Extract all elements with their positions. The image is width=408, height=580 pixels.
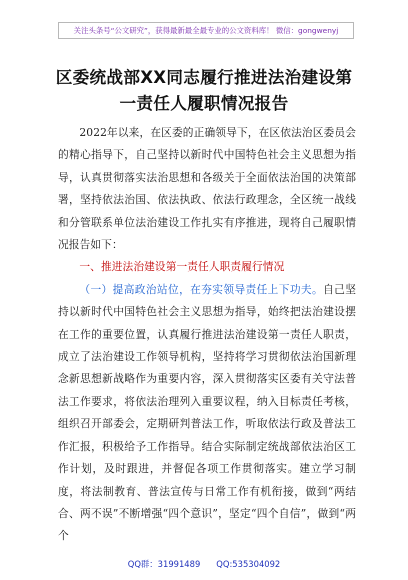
section-heading-1: 一、推进法治建设第一责任人职责履行情况 [79,260,285,274]
promo-banner: 关注头条号“公文研究”，获得最新最全最专业的公文资料库！ 微信：gongwenyj [58,22,354,39]
intro-paragraph: 2022年以来，在区委的正确领导下，在区依法治区委员会的精心指导下，自己坚持以新时代中国特色社会主义思想为指导，认真贯彻落实法治思想和各级关于全面依法治国的决策部署，坚持依法治国、依法执政、依法行政理念，全区统一战线和分管联系单位法治建设工作扎实有序推进，现将自己履职情况报告如下： [58,126,356,252]
document-title-line-2: 一责任人履职情况报告 [119,94,289,113]
page-footer [0,558,408,570]
subsection-heading-1: （一）提高政治站位，在夯实领导责任上下功夫。 [79,282,324,296]
section-paragraph-1 [58,279,356,548]
footer-qq-group: QQ群：31991489 [127,559,201,569]
subsection-body-1: 自己坚持以新时代中国特色社会主义思想为指导，始终把法治建设摆在工作的重要位置，认真履行推进法治建设第一责任人职责，成立了法治建设工作领导机构，坚持将学习贯彻依法治国新理念新思想新战略作为重要内容，深入贯彻落实区委有关守法普法工作要求，将依法治理列入重要议程，纳入目标责任考核，组织召开部委会，定期研判普法工作，听取依法行政及普法工作汇报，积极给予工作指导。结合实际制定统战部依法治区工作计划，及时跟进，并督促各项工作贯彻落实。建立学习制度，将法制教育、普法宣传与日常工作有机衔接，做到“两结合、两不误”不断增强“四个意识”，坚定“四个自信”，做到“两个 [58,282,357,543]
footer-qq: QQ:535304092 [216,559,281,569]
document-title-line-1: 区委统战部XX同志履行推进法治建设第 [55,68,353,87]
document-body [58,122,356,548]
